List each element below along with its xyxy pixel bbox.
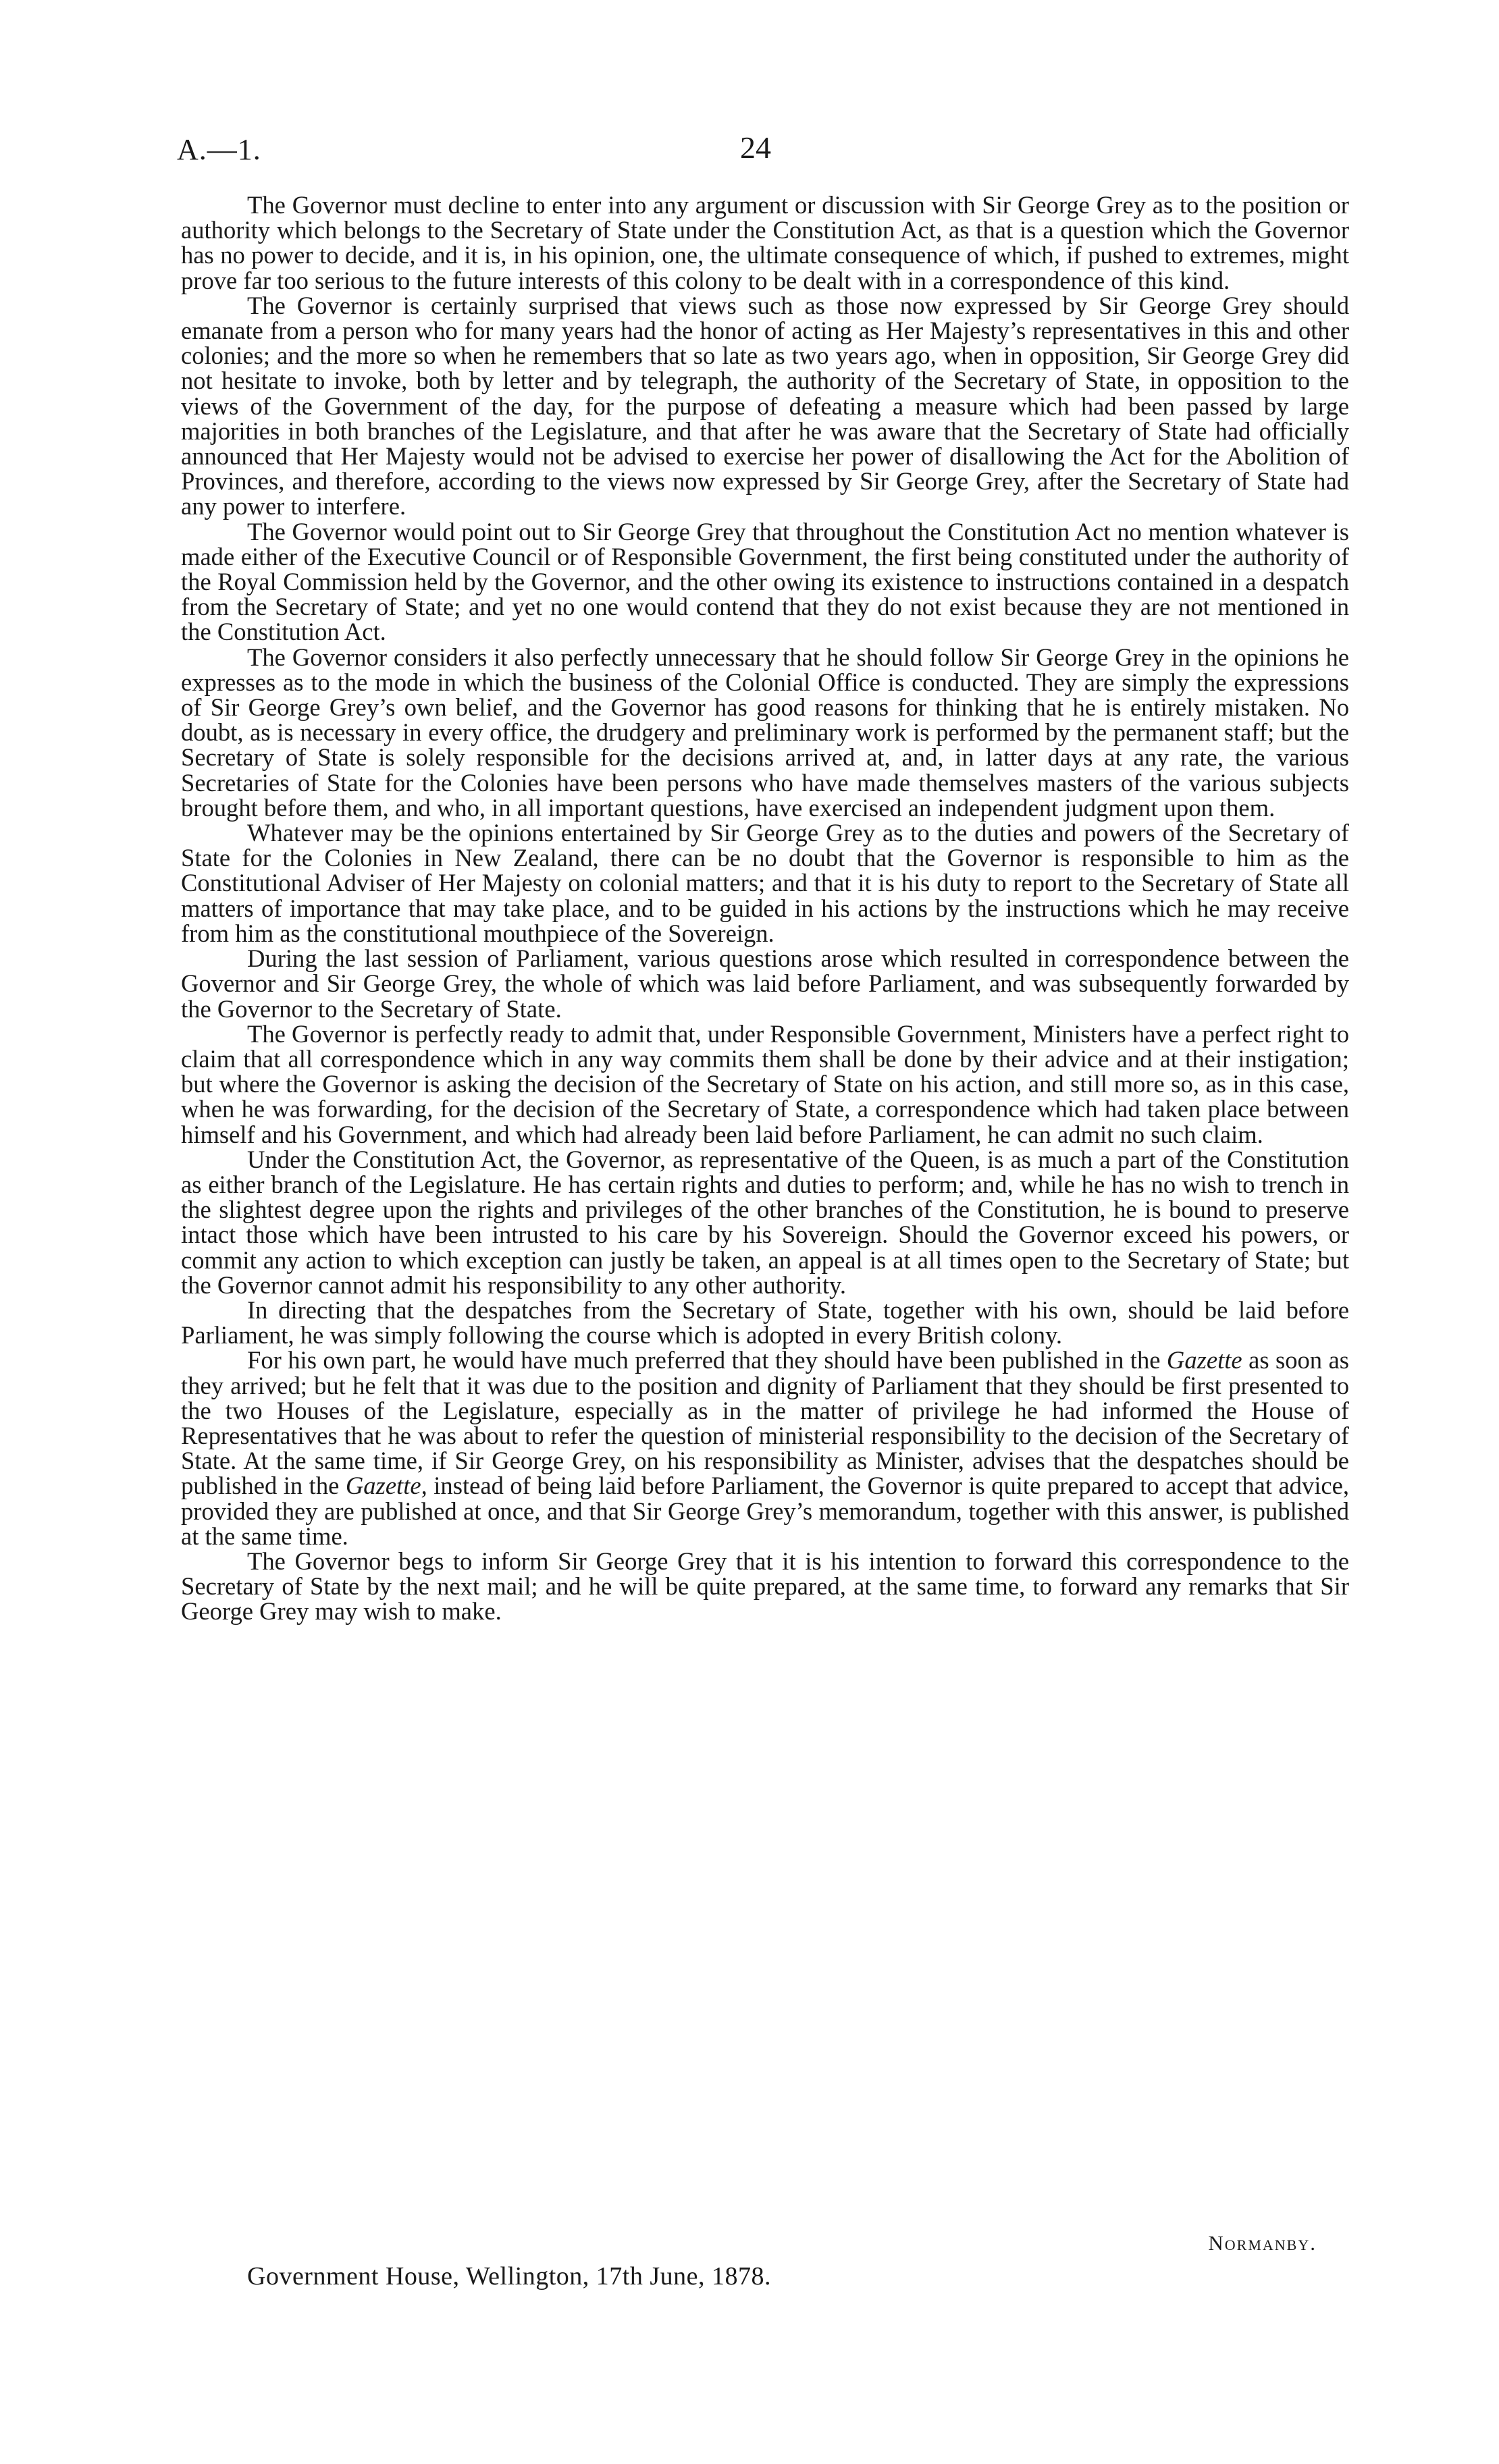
body-paragraph bbox=[181, 1297, 1349, 1347]
document-reference: A.—1. bbox=[177, 133, 261, 166]
body-paragraph bbox=[181, 946, 1349, 1021]
body-paragraph bbox=[181, 1347, 1349, 1549]
paragraph-text: Under the Constitution Act, the Governor, as representative of the Queen, is as much a part of the Constitution as either branch of the Legislature. He has certain rights and duties to perform; and, while he has no wish to trench in the slightest degree upon the rights and privileges of the other branches of the Constitution, he is bound to preserve intact those which have been intrusted to his care by his Sovereign. Should the Governor exceed his powers, or commit any action to which exception can justly be taken, an appeal is at all times open to the Secretary of State; but the Governor cannot admit his responsibility to any other authority. bbox=[181, 1145, 1349, 1299]
italic-text: Gazette bbox=[1166, 1346, 1242, 1374]
place-and-date: Government House, Wellington, 17th June, 1878. bbox=[247, 2262, 771, 2291]
page-number: 24 bbox=[740, 130, 771, 165]
paragraph-text: The Governor must decline to enter into any argument or discussion with Sir George Grey as to the position or authority which belongs to the Secretary of State under the Constitution Act, as that is a question which the Governor has no power to decide, and it is, in his opinion, one, the ultimate consequence of which, if pushed to extremes, might prove far too serious to the future interests of this colony to be dealt with in a correspondence of this kind. bbox=[181, 191, 1349, 294]
paragraph-text: In directing that the despatches from the Secretary of State, together with his own, should be laid before Parliament, he was simply following the course which is adopted in every British colony. bbox=[181, 1295, 1349, 1349]
memorandum-body bbox=[181, 192, 1349, 1624]
paragraph-text: as soon as they arrived; but he felt that it was due to the position and dignity of Parliament that they should be first presented to the two Houses of the Legislature, especially as in the matter of privilege he had informed the House of Representatives that he was about to refer the question of ministerial responsibility to the decision of the Secretary of State. At the same time, if Sir George Grey, on his responsibility as Minister, advises that the despatches should be published in the bbox=[181, 1346, 1349, 1500]
italic-text: Gazette, bbox=[345, 1472, 427, 1500]
paragraph-text: During the last session of Parliament, various questions arose which resulted in correspondence between the Governor and Sir George Grey, the whole of which was laid before Parliament, and was subsequently forwarded by the Governor to the Secretary of State. bbox=[181, 944, 1349, 1023]
paragraph-text: For his own part, he would have much preferred that they should have been published in the bbox=[247, 1346, 1167, 1374]
body-paragraph bbox=[181, 1147, 1349, 1297]
body-paragraph bbox=[181, 192, 1349, 293]
body-paragraph bbox=[181, 820, 1349, 946]
body-paragraph bbox=[181, 1021, 1349, 1147]
paragraph-text: instead of being laid before Parliament, the Governor is quite prepared to accept that advice, provided they are published at once, and that Sir George Grey’s memorandum, together with this answer, is published at the same time. bbox=[181, 1472, 1350, 1550]
signature: Normanby. bbox=[1208, 2231, 1317, 2255]
paragraph-text: The Governor is certainly surprised that views such as those now expressed by Sir George Grey should emanate from a person who for many years had the honor of acting as Her Majesty’s representatives in this and other colonies; and the more so when he remembers that so late as two years ago, when in opposition, Sir George Grey did not hesitate to invoke, both by letter and by telegraph, the authority of the Secretary of State, in opposition to the views of the Government of the day, for the purpose of defeating a measure which had been passed by large majorities in both branches of the Legislature, and that after he was aware that the Secretary of State had officially announced that Her Majesty would not be advised to exercise her power of disallowing the Act for the Abolition of Provinces, and therefore, according to the views now expressed by Sir George Grey, after the Secretary of State had any power to interfere. bbox=[181, 291, 1349, 520]
paragraph-text: The Governor would point out to Sir George Grey that throughout the Constitution Act no mention whatever is made either of the Executive Council or of Responsible Government, the first being constituted under the authority of the Royal Commission held by the Governor, and the other owing its existence to instructions contained in a despatch from the Secretary of State; and yet no one would contend that they do not exist because they are not mentioned in the Constitution Act. bbox=[181, 517, 1349, 646]
body-paragraph bbox=[181, 293, 1349, 519]
paragraph-text: The Governor considers it also perfectly unnecessary that he should follow Sir George Grey in the opinions he expresses as to the mode in which the business of the Colonial Office is conducted. They are simply the expressions of Sir George Grey’s own belief, and the Governor has good reasons for thinking that he is entirely mistaken. No doubt, as is necessary in every office, the drudgery and preliminary work is performed by the permanent staff; but the Secretary of State is solely responsible for the decisions arrived at, and, in latter days at any rate, the various Secretaries of State for the Colonies have been persons who have made themselves masters of the various subjects brought before them, and who, in all important questions, have exercised an independent judgment upon them. bbox=[181, 643, 1349, 822]
paragraph-text: Whatever may be the opinions entertained by Sir George Grey as to the duties and powers of the Secretary of State for the Colonies in New Zealand, there can be no doubt that the Governor is responsible to him as the Constitutional Adviser of Her Majesty on colonial matters; and that it is his duty to report to the Secretary of State all matters of importance that may take place, and to be guided in his actions by the instructions which he may receive from him as the constitutional mouthpiece of the Sovereign. bbox=[181, 819, 1349, 947]
body-paragraph bbox=[181, 1549, 1349, 1624]
paragraph-text: The Governor begs to inform Sir George Grey that it is his intention to forward this correspondence to the Secretary of State by the next mail; and he will be quite prepared, at the same time, to forward any remarks that Sir George Grey may wish to make. bbox=[181, 1547, 1349, 1626]
body-paragraph bbox=[181, 645, 1349, 820]
paragraph-text: The Governor is perfectly ready to admit that, under Responsible Government, Ministers have a perfect right to claim that all correspondence which in any way commits them shall be done by their advice and at their instigation; but where the Governor is asking the decision of the Secretary of State on his action, and still more so, as in this case, when he was forwarding, for the decision of the Secretary of State, a correspondence which had taken place between himself and his Government, and which had already been laid before Parliament, he can admit no such claim. bbox=[181, 1019, 1349, 1148]
body-paragraph bbox=[181, 519, 1349, 645]
